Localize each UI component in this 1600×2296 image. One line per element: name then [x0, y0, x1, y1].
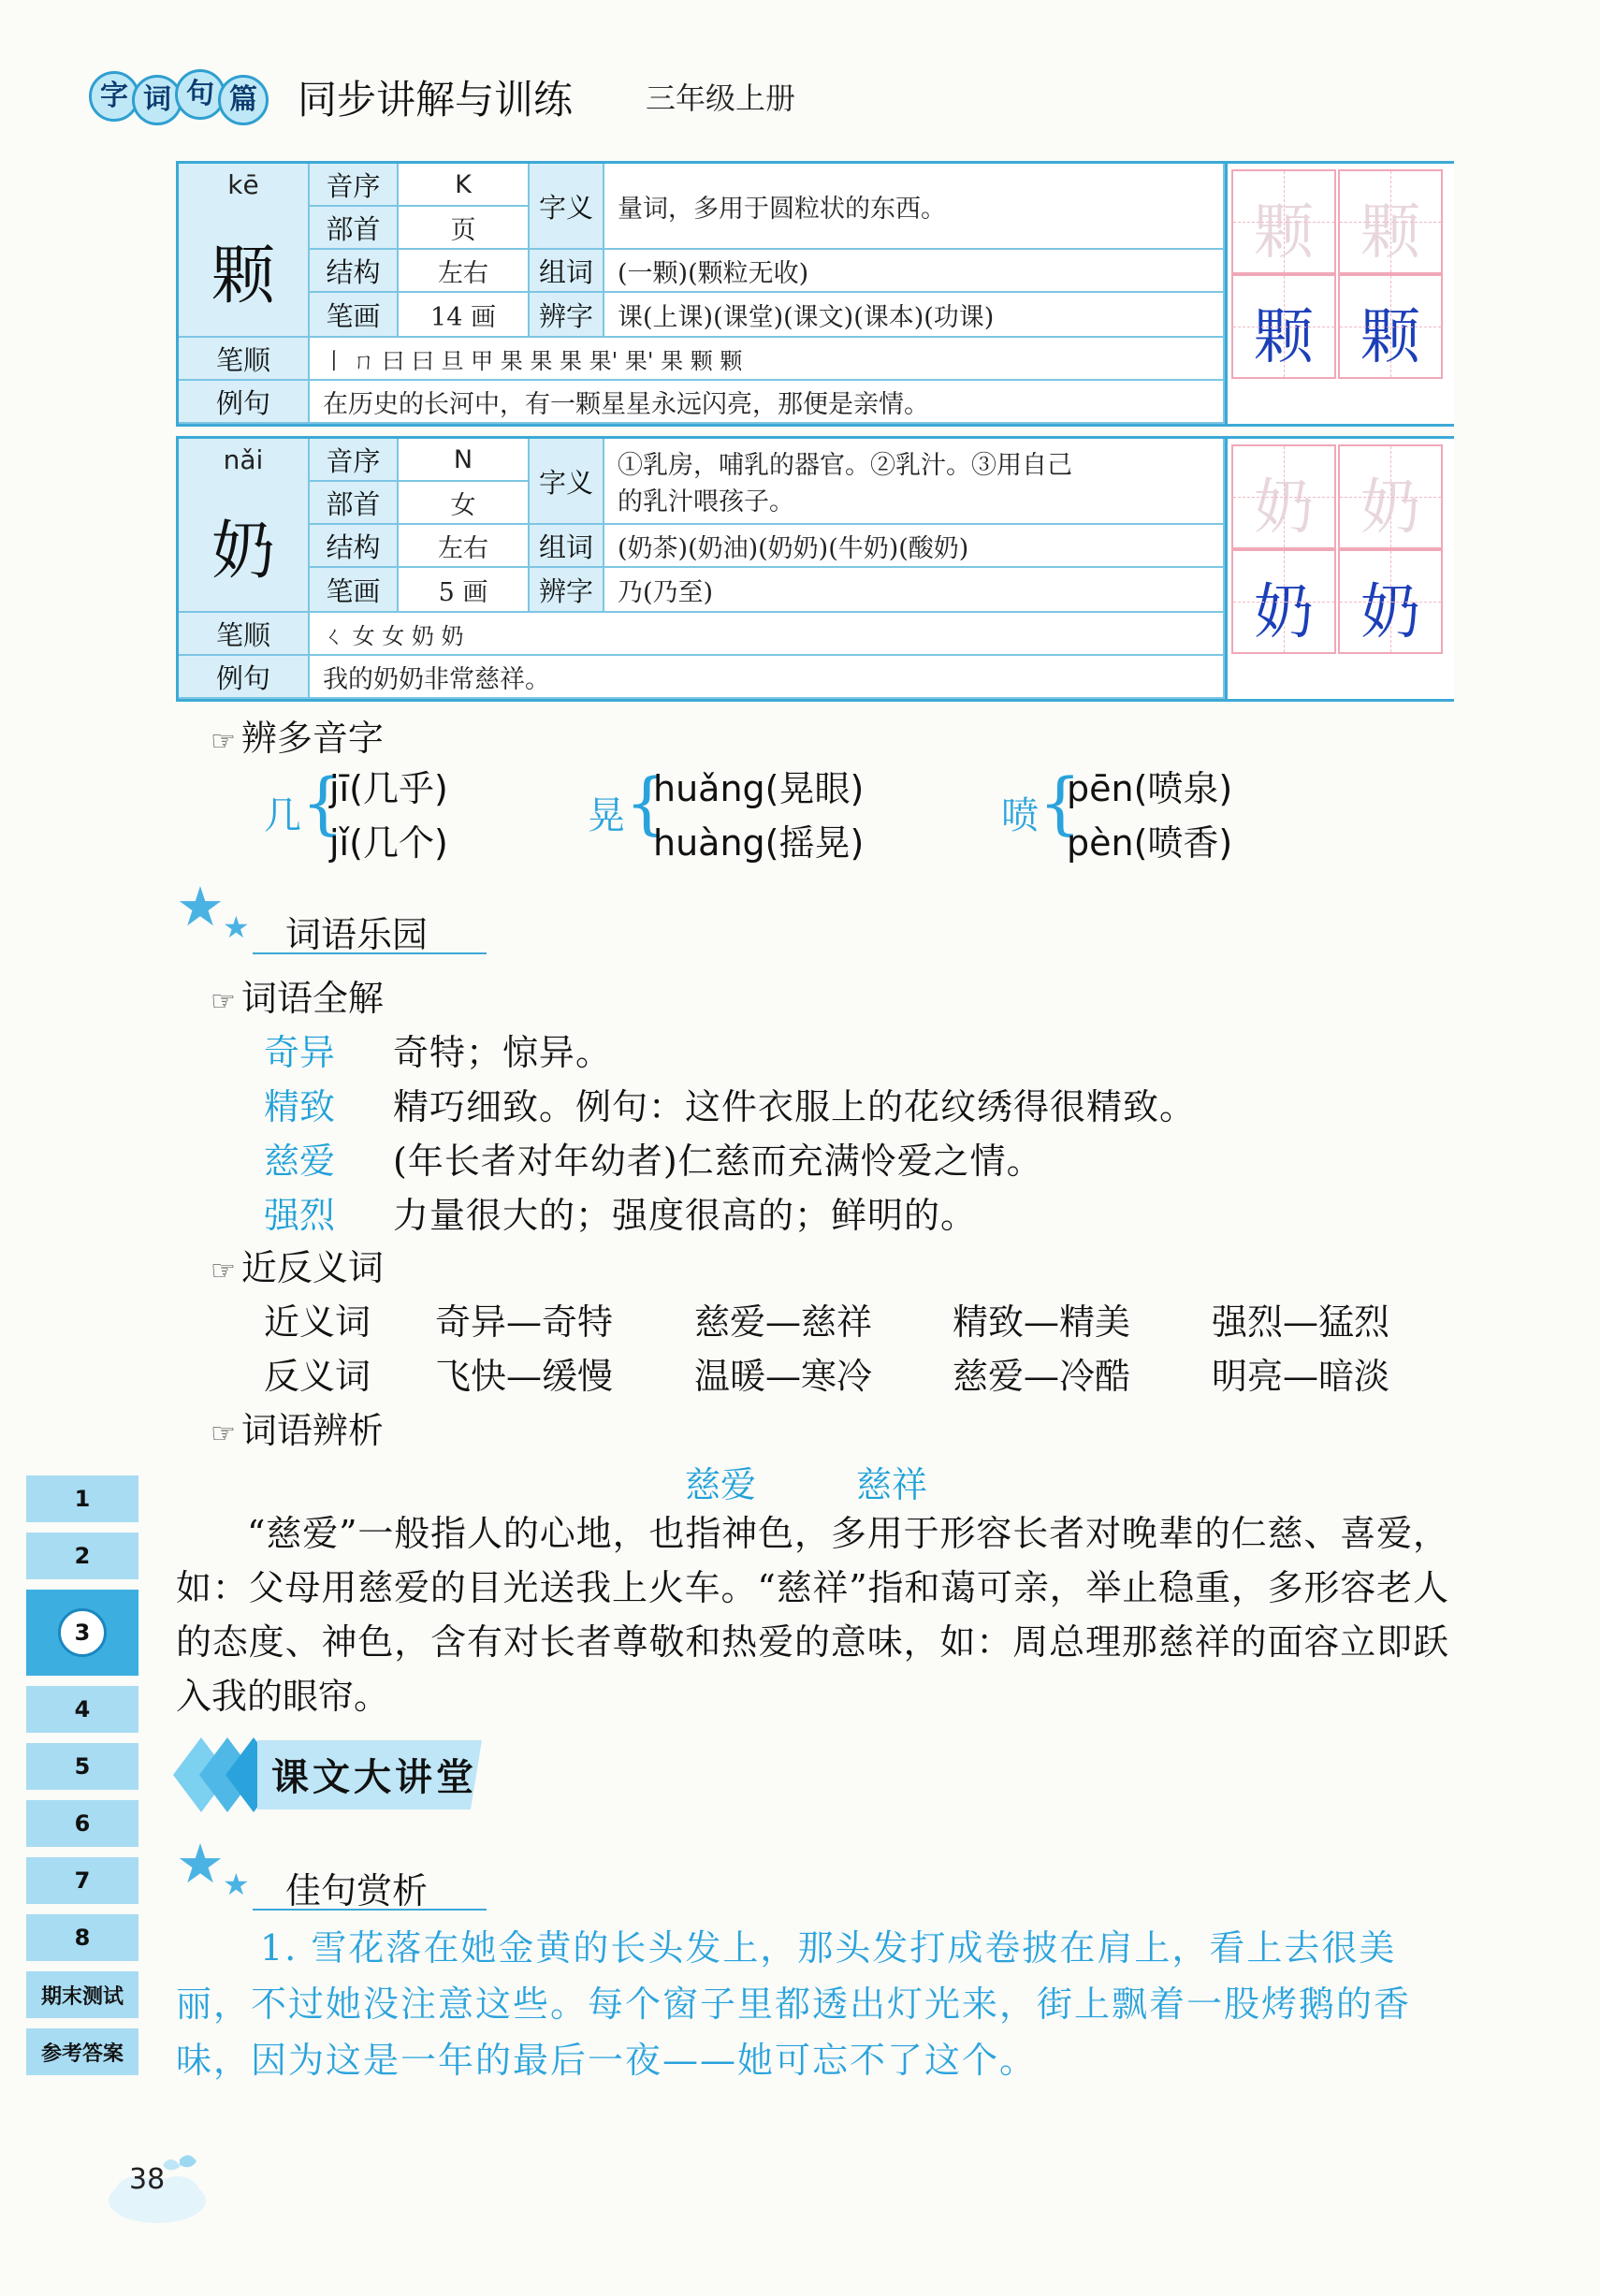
polyphone-root: 喷: [1001, 794, 1039, 837]
big-char-cell: [179, 439, 310, 613]
side-tab-4[interactable]: [26, 1686, 138, 1733]
value-bushou: 女: [399, 482, 530, 525]
value-bihua: 5 画: [399, 568, 530, 613]
pointing-hand-icon: ☞: [211, 1255, 236, 1287]
side-tab-label: 8: [74, 1925, 91, 1951]
term-definition: 力量很大的；强度很高的；鲜明的。: [393, 1195, 978, 1236]
label-zuci: 组词: [530, 525, 604, 568]
star-icon: ★: [176, 875, 225, 938]
practice-grid: [1231, 444, 1336, 549]
antonym-pair: 明亮—暗淡: [1212, 1356, 1390, 1397]
practice-grid: [1231, 274, 1336, 379]
analysis-word-b: 慈祥: [856, 1464, 928, 1505]
page-number: 38: [129, 2163, 166, 2196]
pointing-hand-icon: ☞: [211, 725, 236, 758]
synonym-pair: 奇异—奇特: [435, 1301, 614, 1343]
ziyi-line-1: ①乳房，哺乳的器官。②乳汁。③用自己: [618, 451, 1072, 480]
side-tab-final-test[interactable]: [26, 1971, 138, 2018]
logo-char-4: 篇: [218, 75, 269, 125]
syn-ant-heading: [211, 1239, 384, 1290]
pointing-hand-icon: ☞: [211, 1417, 236, 1450]
label-bishun: 笔顺: [179, 613, 310, 656]
polyphone-group: [262, 760, 543, 872]
polyphone-reading-b: pèn(喷香): [1067, 822, 1233, 864]
term-word: 精致: [264, 1086, 336, 1127]
trace-char: 颗: [1254, 198, 1314, 268]
practice-grid: [1338, 444, 1443, 549]
label-jiegou: 结构: [310, 525, 399, 568]
value-liju: 我的奶奶非常慈祥。: [310, 656, 1225, 699]
label-zuci: 组词: [530, 250, 604, 293]
label-bushou: 部首: [310, 207, 399, 250]
side-tab-label: 3: [58, 1608, 107, 1657]
antonym-pair: 飞快—缓慢: [435, 1356, 614, 1397]
value-bianzi: 课(上课)(课堂)(课文)(课本)(功课): [604, 293, 1225, 338]
label-bianzi: 辨字: [530, 293, 604, 338]
side-tab-label: 2: [74, 1543, 91, 1569]
char-pinyin: kē: [227, 169, 259, 200]
antonym-pair: 慈爱—冷酷: [953, 1356, 1131, 1397]
polyphone-reading-a: jī(几乎): [329, 768, 448, 809]
label-jiegou: 结构: [310, 250, 399, 293]
side-tab-label: 参考答案: [40, 2042, 124, 2066]
analysis-paragraph: “慈爱”一般指人的心地，也指神色，多用于形容长者对晚辈的仁慈、喜爱，如：父母用慈爱的目光送我上火车。“慈祥”指和蔼可亲，举止稳重，多形容老人的态度、神色，含有对长者尊敬和热爱的意味，如：周总理那慈祥的面容立即跃入我的眼帘。: [176, 1513, 1448, 1717]
logo-char-1: 字: [89, 71, 139, 122]
antonym-pair: 温暖—寒冷: [694, 1356, 873, 1397]
grade-label: 三年级上册: [646, 80, 796, 116]
heading-underline: [253, 952, 487, 954]
side-tab-label: 6: [74, 1810, 91, 1837]
sentence-analysis-heading: 佳句赏析: [285, 1870, 429, 1911]
brace-icon: {: [1039, 763, 1082, 842]
label-yinxu: 音序: [310, 439, 399, 482]
written-char: 颗: [1360, 303, 1420, 372]
value-bihua: 14 画: [399, 293, 530, 338]
big-char: 颗: [211, 240, 275, 313]
polyphone-group: [999, 760, 1336, 872]
written-char: 奶: [1254, 578, 1314, 647]
char-card-ke: [176, 161, 1454, 427]
practice-grid: [1231, 549, 1336, 654]
label-bishun: 笔顺: [179, 338, 310, 381]
label-bihua: 笔画: [310, 568, 399, 613]
brace-icon: {: [301, 763, 344, 842]
word-analysis-heading-text: 词语辨析: [240, 1410, 384, 1451]
label-liju: 例句: [179, 381, 310, 424]
ziyi-line-2: 的乳汁喂孩子。: [618, 487, 794, 516]
polyphone-heading: [211, 709, 384, 761]
trace-char: 颗: [1360, 198, 1420, 268]
series-logo: [89, 65, 285, 120]
synonym-label: 近义词: [264, 1301, 371, 1343]
logo-char-3: 句: [175, 69, 225, 120]
side-tab-label: 期末测试: [40, 1984, 124, 2009]
practice-area: [1225, 439, 1454, 699]
label-bushou: 部首: [310, 482, 399, 525]
big-char-cell: [179, 164, 310, 338]
side-tab-label: 4: [74, 1696, 91, 1722]
antonym-label: 反义词: [264, 1356, 371, 1397]
side-tab-label: 1: [74, 1486, 91, 1512]
synonym-pair: 精致—精美: [953, 1301, 1131, 1343]
star-icon: ★: [176, 1832, 225, 1896]
value-liju: 在历史的长河中，有一颗星星永远闪亮，那便是亲情。: [310, 381, 1225, 424]
side-tab-answers[interactable]: [26, 2028, 138, 2075]
practice-area: [1225, 164, 1454, 424]
practice-grid: [1231, 169, 1336, 274]
side-tab-6[interactable]: [26, 1800, 138, 1847]
side-tab-8[interactable]: [26, 1914, 138, 1961]
syn-ant-heading-text: 近反义词: [240, 1247, 384, 1288]
synonym-pair: 慈爱—慈祥: [694, 1301, 873, 1343]
label-liju: 例句: [179, 656, 310, 699]
quote-paragraph: 1. 雪花落在她金黄的长头发上，那头发打成卷披在肩上，看上去很美丽，不过她没注意这些。每个窗子里都透出灯光来，街上飘着一股烤鹅的香味，因为这是一年的最后一夜——她可忘不了这个。: [176, 1927, 1412, 2081]
polyphone-heading-text: 辨多音字: [240, 718, 384, 759]
word-explain-heading: [211, 969, 384, 1021]
brace-icon: {: [625, 763, 668, 842]
book-title: 同步讲解与训练: [298, 77, 574, 123]
side-tab-1[interactable]: [26, 1475, 138, 1522]
word-analysis-heading: [211, 1402, 384, 1453]
value-ziyi: [604, 439, 1225, 525]
value-zuci: (奶茶)(奶油)(奶奶)(牛奶)(酸奶): [604, 525, 1225, 568]
star-icon: ★: [223, 909, 250, 945]
word-garden-heading: 词语乐园: [285, 914, 429, 955]
polyphone-reading-b: huàng(摇晃): [653, 822, 865, 864]
written-char: 奶: [1360, 578, 1420, 647]
value-bushou: 页: [399, 207, 530, 250]
label-ziyi: 字义: [530, 439, 604, 525]
term-definition: 奇特；惊异。: [393, 1032, 613, 1073]
synonym-pair: 强烈—猛烈: [1212, 1301, 1390, 1343]
side-tab-2[interactable]: [26, 1533, 138, 1579]
side-tab-label: 7: [74, 1867, 91, 1894]
side-tab-7[interactable]: [26, 1857, 138, 1904]
term-definition: (年长者对年幼者)仁慈而充满怜爱之情。: [393, 1141, 1043, 1182]
lesson-banner-text: 课文大讲堂: [271, 1755, 477, 1799]
side-tab-label: 5: [74, 1753, 91, 1780]
char-pinyin: nǎi: [223, 444, 264, 475]
pointing-hand-icon: ☞: [211, 985, 236, 1018]
polyphone-reading-a: pēn(喷泉): [1067, 768, 1233, 809]
term-definition: 精巧细致。例句：这件衣服上的花纹绣得很精致。: [393, 1086, 1197, 1127]
label-yinxu: 音序: [310, 164, 399, 207]
practice-grid: [1338, 549, 1443, 654]
written-char: 颗: [1254, 303, 1314, 372]
polyphone-group: [586, 760, 923, 872]
logo-char-2: 词: [132, 75, 182, 125]
term-word: 慈爱: [264, 1141, 336, 1182]
value-yinxu: K: [399, 164, 530, 207]
polyphone-reading-b: jǐ(几个): [329, 822, 448, 864]
polyphone-root: 晃: [588, 794, 625, 837]
word-explain-heading-text: 词语全解: [240, 978, 384, 1019]
side-tab-5[interactable]: [26, 1743, 138, 1790]
term-word: 强烈: [264, 1195, 336, 1236]
star-icon: ★: [223, 1867, 250, 1902]
trace-char: 奶: [1360, 473, 1420, 543]
practice-grid: [1338, 169, 1443, 274]
value-bishun: 丨 ㄇ 曰 曰 旦 甲 果 果 果 果' 果' 果 颗 颗: [310, 338, 1225, 381]
term-word: 奇异: [264, 1032, 336, 1073]
value-yinxu: N: [399, 439, 530, 482]
value-ziyi: 量词，多用于圆粒状的东西。: [604, 164, 1225, 250]
value-bianzi: 乃(乃至): [604, 568, 1225, 613]
value-bishun: ㄑ 女 女 奶 奶: [310, 613, 1225, 656]
label-bianzi: 辨字: [530, 568, 604, 613]
practice-grid: [1338, 274, 1443, 379]
value-jiegou: 左右: [399, 525, 530, 568]
value-jiegou: 左右: [399, 250, 530, 293]
label-bihua: 笔画: [310, 293, 399, 338]
polyphone-root: 几: [264, 794, 301, 837]
big-char: 奶: [211, 515, 275, 589]
analysis-word-a: 慈爱: [685, 1464, 757, 1505]
heading-underline: [253, 1909, 487, 1911]
value-zuci: (一颗)(颗粒无收): [604, 250, 1225, 293]
trace-char: 奶: [1254, 473, 1314, 543]
side-tab-3-active[interactable]: [26, 1590, 138, 1676]
label-ziyi: 字义: [530, 164, 604, 250]
polyphone-reading-a: huǎng(晃眼): [653, 768, 865, 809]
char-card-nai: [176, 436, 1454, 702]
